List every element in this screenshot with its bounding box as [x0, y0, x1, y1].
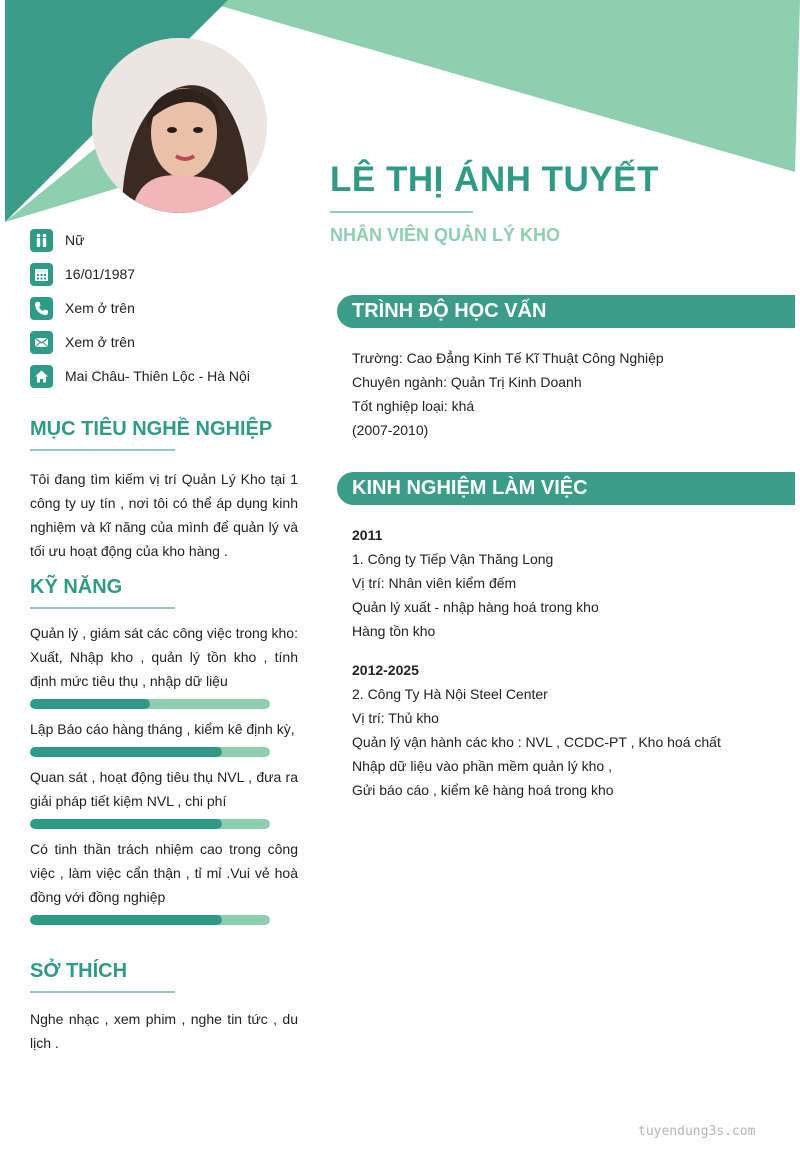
- experience-header: [337, 472, 795, 505]
- section-title: KINH NGHIỆM LÀM VIỆC: [352, 477, 588, 499]
- section-underline: [30, 449, 175, 451]
- info-text: Xem ở trên: [65, 334, 135, 350]
- skill-bar-fill: [30, 699, 150, 709]
- job-line: 2. Công Ty Hà Nội Steel Center: [352, 686, 548, 702]
- job-line: Vị trí: Nhân viên kiểm đếm: [352, 575, 517, 591]
- job-title: NHÂN VIÊN QUẢN LÝ KHO: [330, 225, 561, 245]
- skill-item: [30, 621, 298, 709]
- section-title: MỤC TIÊU NGHỀ NGHIỆP: [30, 418, 273, 440]
- skill-item: [30, 765, 298, 829]
- info-address: [30, 359, 300, 393]
- name-underline: [330, 211, 473, 213]
- experience-details: [352, 523, 782, 802]
- job-line: Nhập dữ liệu vào phần mềm quản lý kho ,: [352, 758, 612, 774]
- gender-icon: [30, 229, 53, 252]
- education-header: [337, 295, 795, 328]
- info-text: 16/01/1987: [65, 266, 136, 282]
- home-icon: [30, 365, 53, 388]
- personal-info: [30, 223, 300, 393]
- section-underline: [30, 607, 175, 609]
- job-line: Hàng tồn kho: [352, 623, 436, 639]
- skill-item: [30, 717, 298, 757]
- education-details: [352, 346, 782, 442]
- info-text: Nữ: [65, 232, 85, 248]
- job-line: Quản lý vận hành các kho : NVL , CCDC-PT , Kho hoá chất: [352, 734, 721, 750]
- info-phone: [30, 291, 300, 325]
- education-line: Tốt nghiệp loại: khá: [352, 398, 475, 414]
- education-line: (2007-2010): [352, 422, 429, 438]
- section-title: KỸ NĂNG: [30, 576, 123, 598]
- email-icon: [30, 331, 53, 354]
- info-gender: [30, 223, 300, 257]
- education-line: Chuyên ngành: Quản Trị Kinh Doanh: [352, 374, 582, 390]
- skill-bar: [30, 747, 270, 757]
- info-email: [30, 325, 300, 359]
- skill-bar-fill: [30, 747, 222, 757]
- hobbies-section: [30, 960, 298, 1055]
- section-underline: [30, 991, 175, 993]
- job-line: Vị trí: Thủ kho: [352, 710, 439, 726]
- calendar-icon: [30, 263, 53, 286]
- info-text: Mai Châu- Thiên Lộc - Hà Nội: [65, 368, 250, 384]
- skill-text: Quản lý , giám sát các công việc trong kho: Xuất, Nhập kho , quản lý tồn kho , tính định mức tiêu thụ , nhập dữ liệu: [30, 625, 298, 689]
- section-title: TRÌNH ĐỘ HỌC VẤN: [352, 300, 547, 322]
- profile-photo: [92, 38, 267, 213]
- candidate-name: LÊ THỊ ÁNH TUYẾT: [330, 160, 659, 199]
- info-birthday: [30, 257, 300, 291]
- objective-section: [30, 418, 298, 563]
- watermark: tuyendung3s.com: [638, 1124, 756, 1139]
- job-line: 1. Công ty Tiếp Vận Thăng Long: [352, 551, 554, 567]
- section-title: SỞ THÍCH: [30, 960, 128, 982]
- skill-item: [30, 837, 298, 925]
- objective-text: Tôi đang tìm kiếm vị trí Quản Lý Kho tại 1 công ty uy tín , nơi tôi có thể áp dụng kinh nghiệm và kĩ năng của mình để quản lý và tối ưu hoạt động của kho hàng .: [30, 471, 298, 559]
- skill-bar: [30, 699, 270, 709]
- skill-text: Lập Báo cáo hàng tháng , kiểm kê định kỳ,: [30, 721, 295, 737]
- skill-bar-fill: [30, 915, 222, 925]
- skill-text: Quan sát , hoạt động tiêu thụ NVL , đưa ra giải pháp tiết kiệm NVL , chi phí: [30, 769, 298, 809]
- skills-section: [30, 576, 298, 925]
- hobbies-text: Nghe nhạc , xem phim , nghe tin tức , du lịch .: [30, 1011, 298, 1051]
- education-line: Trường: Cao Đẳng Kinh Tế Kĩ Thuật Công Nghiệp: [352, 350, 664, 366]
- job-year: 2011: [352, 527, 383, 543]
- job-line: Gửi báo cáo , kiểm kê hàng hoá trong kho: [352, 782, 614, 798]
- job-year: 2012-2025: [352, 662, 419, 678]
- skill-text: Có tinh thần trách nhiệm cao trong công việc , làm việc cẩn thận , tỉ mỉ .Vui vẻ hoà đồng với đồng nghiệp: [30, 841, 298, 905]
- skill-bar: [30, 819, 270, 829]
- job-line: Quản lý xuất - nhập hàng hoá trong kho: [352, 599, 599, 615]
- info-text: Xem ở trên: [65, 300, 135, 316]
- phone-icon: [30, 297, 53, 320]
- skill-bar: [30, 915, 270, 925]
- skill-bar-fill: [30, 819, 222, 829]
